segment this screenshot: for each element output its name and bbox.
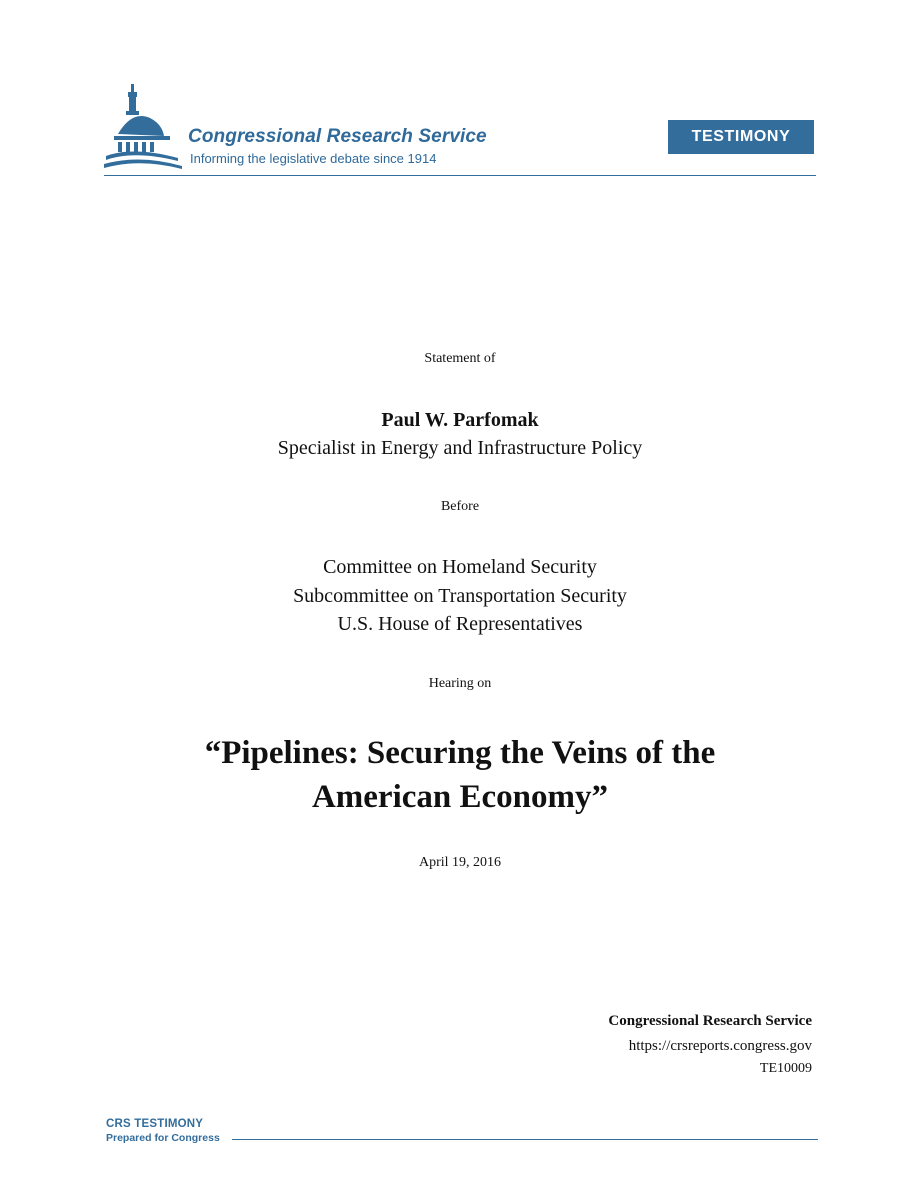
capitol-dome-icon — [104, 84, 184, 170]
publisher-url[interactable]: https://crsreports.congress.gov — [628, 1038, 812, 1054]
committee-name: Committee on Homeland Security — [323, 556, 597, 578]
header-divider — [104, 175, 816, 176]
org-tagline: Informing the legislative debate since 1914 — [190, 151, 437, 166]
hearing-on-label: Hearing on — [428, 676, 492, 691]
testimony-badge: TESTIMONY — [668, 120, 814, 154]
subcommittee-name: Subcommittee on Transportation Security — [293, 585, 627, 607]
hearing-date: April 19, 2016 — [418, 855, 502, 870]
footer-crs-testimony: CRS TESTIMONY — [106, 1118, 204, 1130]
chamber-name: U.S. House of Representatives — [337, 613, 583, 635]
report-header — [104, 80, 816, 180]
statement-of-label: Statement of — [424, 351, 496, 366]
witness-name: Paul W. Parfomak — [381, 409, 539, 431]
footer-prepared-for-congress: Prepared for Congress — [106, 1132, 220, 1144]
footer-divider — [232, 1139, 818, 1140]
hearing-title-line1: “Pipelines: Securing the Veins of the — [204, 735, 716, 771]
witness-title: Specialist in Energy and Infrastructure Policy — [277, 437, 643, 459]
hearing-title-line2: American Economy” — [311, 779, 609, 815]
publisher-name: Congressional Research Service — [608, 1013, 812, 1029]
org-name: Congressional Research Service — [188, 126, 487, 147]
report-number: TE10009 — [759, 1061, 812, 1076]
before-label: Before — [440, 499, 480, 514]
